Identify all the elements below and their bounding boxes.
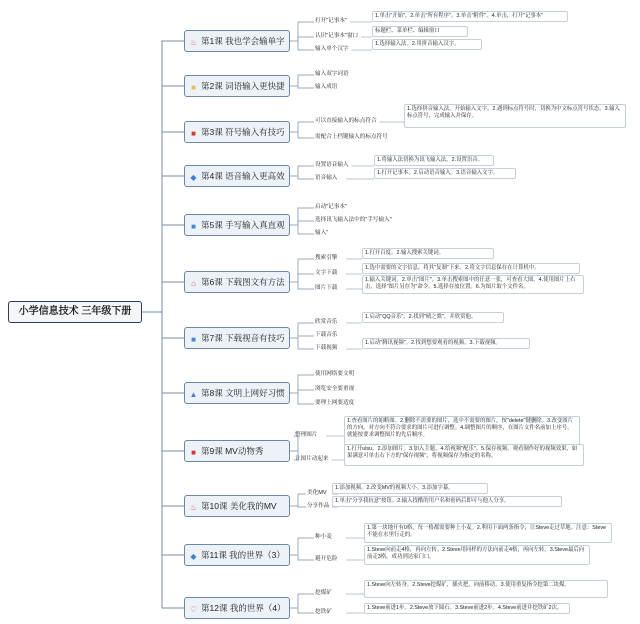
- detail-node: 1.选中需要的文字信息，将其"复制"下来。2.将文字信息保存在计算机中。: [362, 263, 580, 274]
- connector-line: [142, 312, 184, 608]
- detail-node: 1.打开记事本。2.启动语音输入。3.语音输入文字。: [374, 168, 516, 179]
- connector-line: [290, 282, 314, 289]
- lesson-node[interactable]: [184, 544, 290, 566]
- connector-line: [290, 41, 314, 50]
- lesson-icon: ◆: [190, 173, 197, 182]
- connector-line: [290, 323, 314, 338]
- detail-node: 1.启动"腾讯视频"。2.找到想要观看的视频。3.下载视频。: [362, 338, 530, 349]
- lesson-node[interactable]: [184, 440, 290, 462]
- detail-node: 1.Steve前进1步。2.Steve放下圆石。3.Steve前进2步。4.Steve前进并挖铁矿2次。: [364, 603, 570, 614]
- detail-node: 1.第一块地开有0格，每一格都需要种上小麦。2.利用下面两条指令，让Steve走过草地。注意：Steve不能在水里行走的。: [364, 523, 612, 543]
- root-node[interactable]: 小学信息技术 三年级下册: [8, 301, 142, 323]
- lesson-node[interactable]: [184, 214, 290, 236]
- connector-line: [290, 259, 314, 282]
- topic-node[interactable]: 下载视频: [315, 345, 338, 351]
- detail-node: 1.启动"QQ音乐"。2.找到"晴之歌"，并欣赏他。: [362, 312, 504, 323]
- topic-node[interactable]: 种小麦: [315, 534, 332, 540]
- detail-node: 1.打开百度。2.输入搜索关键词。: [362, 248, 494, 259]
- lesson-title: 第6课 下载图文有方法: [201, 277, 285, 287]
- topic-node[interactable]: 文字下载: [315, 270, 338, 276]
- connector-line: [142, 312, 184, 506]
- topic-node[interactable]: 使用网络要文明: [315, 371, 355, 377]
- lesson-title: 第9课 MV动物秀: [201, 446, 264, 456]
- connector-line: [142, 132, 184, 312]
- lesson-icon: ■: [191, 129, 196, 138]
- connector-line: [290, 338, 314, 349]
- lesson-icon: ■: [191, 335, 196, 344]
- topic-node[interactable]: 美化MV: [307, 490, 327, 496]
- lesson-title: 第4课 语音输入更高效: [201, 171, 285, 181]
- connector-line: [142, 312, 184, 338]
- detail-node: 标题栏、菜单栏、编辑窗口: [372, 26, 468, 37]
- connector-line: [290, 494, 306, 506]
- connector-line: [290, 132, 314, 138]
- detail-node: 1.打开ulsu。2.添加图片。3.加入主题。4.给视频"配乐"。5.保存视频。观看制作好的视频效果，如果满意可单击右下方的"保存视频"，将视频保存为指定的名称。: [344, 444, 584, 466]
- connector-line: [142, 176, 184, 312]
- detail-node: 1.添加视频。2.改变MV的视频大小。3.添加字幕。: [332, 483, 488, 494]
- connector-line: [290, 538, 314, 555]
- topic-node[interactable]: 搜索引擎: [315, 255, 338, 261]
- topic-node[interactable]: 认识"记事本"窗口: [315, 33, 359, 39]
- lesson-node[interactable]: [184, 597, 290, 619]
- lesson-icon: ■: [191, 83, 196, 92]
- detail-node: 1.Steve向前走4格，再向左转。2.Steve用同样的方法向前走4格，再向左转。3.Steve最后向前走3格，成功到达家门口。: [364, 545, 590, 565]
- topic-node[interactable]: 挖煤矿: [315, 590, 332, 596]
- connector-line: [142, 312, 184, 451]
- topic-node[interactable]: 启动"记事本": [315, 204, 347, 210]
- connector-line: [290, 37, 314, 41]
- lesson-icon: ⌂: [191, 279, 196, 288]
- topic-node[interactable]: 需配合上档键输入的标点符号: [315, 134, 388, 140]
- topic-node[interactable]: 整理图片: [295, 432, 318, 438]
- connector-line: [290, 336, 314, 338]
- connector-line: [290, 390, 314, 393]
- detail-node: 1.单击"开始"。2.单击"所有程序"。3.单击"附件"。4.单击，打开"记事本": [372, 11, 568, 22]
- lesson-node[interactable]: [184, 30, 290, 52]
- topic-node[interactable]: 浏览安全要重视: [315, 386, 355, 392]
- connector-line: [290, 274, 314, 282]
- lesson-node[interactable]: [184, 271, 290, 293]
- lesson-icon: ■: [191, 448, 196, 457]
- lesson-icon: ♨: [189, 503, 198, 512]
- topic-node[interactable]: 设置语音输入: [315, 162, 349, 168]
- topic-node[interactable]: 下载音乐: [315, 332, 338, 338]
- connector-line: [290, 122, 314, 132]
- connector-line: [290, 608, 314, 613]
- lesson-title: 第8课 文明上网好习惯: [201, 388, 285, 398]
- connector-line: [290, 75, 314, 86]
- connector-line: [142, 282, 184, 312]
- connector-line: [142, 86, 184, 312]
- lesson-title: 第12课 我的世界（4）: [201, 603, 286, 613]
- topic-node[interactable]: 挖铁矿: [315, 609, 332, 615]
- lesson-node[interactable]: [184, 165, 290, 187]
- connector-line: [290, 176, 314, 179]
- lesson-title: 第5课 手写输入真直观: [201, 220, 285, 230]
- lesson-node[interactable]: [184, 75, 290, 97]
- detail-node: 1.将输入法切换为讯飞输入法。2.设置语音。: [374, 155, 494, 166]
- connector-line: [290, 375, 314, 393]
- topic-node[interactable]: 选择讯飞输入法中的"手写输入": [315, 217, 392, 223]
- lesson-title: 第3课 符号输入有技巧: [201, 127, 285, 137]
- topic-node[interactable]: 输入单个汉字: [315, 46, 349, 52]
- topic-node[interactable]: 分享作品: [307, 503, 330, 509]
- topic-node[interactable]: 输入成语: [315, 84, 338, 90]
- lesson-icon: ▲: [189, 390, 198, 399]
- detail-node: 1.选择输入法。2.用拼音输入汉字。: [372, 39, 482, 50]
- lesson-title: 第2课 词语输入更快捷: [201, 81, 285, 91]
- lesson-node[interactable]: [184, 327, 290, 349]
- connector-line: [290, 225, 314, 234]
- lesson-icon: ■: [191, 222, 196, 231]
- connector-line: [290, 86, 314, 88]
- topic-node[interactable]: 要理上网要适度: [315, 400, 355, 406]
- lesson-title: 第11课 我的世界（3）: [201, 550, 285, 560]
- lesson-icon: ♨: [189, 38, 198, 47]
- topic-node[interactable]: 让图片动起来: [295, 456, 329, 462]
- connector-line: [290, 594, 314, 608]
- topic-node[interactable]: 语音输入: [315, 175, 338, 181]
- connector-line: [142, 312, 184, 555]
- lesson-title: 第10课 美化我的MV: [201, 501, 277, 511]
- lesson-icon: ◆: [190, 552, 197, 561]
- detail-node: 1.选择拼音输入法，开始输入文字。2.遇到标点符号时，切换为中文标点符号状态。3.输入标点符号，完成输入并保存。: [404, 104, 626, 128]
- topic-node[interactable]: 输入": [315, 230, 329, 236]
- connector-line: [290, 393, 314, 404]
- lesson-title: 第1课 我也学会输单字: [201, 36, 285, 46]
- detail-node: 1.Steve向左转身。2.Steve挖煤矿，插火把，向前移动。3.使用重复指令挖第二块煤。: [364, 580, 608, 598]
- detail-node: 1.查看图片的缩略图。2.删除不需要的图片，选中不需要的图片，按"delete"键删除。3.改变图片的方向，对方向不符合要求的图片可进行调整。4.调整图片的顺序，在图片文件名前加上序号，就能按要求调整图片的先后顺序。: [344, 416, 580, 446]
- lesson-node[interactable]: [184, 495, 290, 517]
- connector-line: [290, 555, 314, 560]
- lesson-title: 第7课 下载视音有技巧: [201, 333, 285, 343]
- detail-node: 1.单击"分享我抗意"按钮。2.输入找酷的用户名和密码后即可与他人分享。: [332, 496, 562, 507]
- connector-line: [142, 41, 184, 312]
- connector-line: [290, 166, 314, 176]
- connector-line: [290, 506, 306, 507]
- topic-node[interactable]: 避开危险: [315, 556, 338, 562]
- lesson-icon: ♡: [189, 605, 198, 614]
- detail-node: 1.输入关键词。2.单击"图片"。3.单击搜索图中的任意一张，可查看大图。4.使用图片上右击，选择"图片另存为"命令。5.选择存放位置。6.为图片取个文件名。: [362, 275, 584, 294]
- lesson-node[interactable]: [184, 382, 290, 404]
- topic-node[interactable]: 打开"记事本": [315, 18, 347, 24]
- connector-line: [142, 225, 184, 312]
- topic-node[interactable]: 图片下载: [315, 285, 338, 291]
- topic-node[interactable]: 欣赏音乐: [315, 319, 338, 325]
- topic-node[interactable]: 可以直接输入的标点符合: [315, 118, 377, 124]
- topic-node[interactable]: 输入双字词语: [315, 71, 349, 77]
- connector-line: [142, 312, 184, 393]
- connector-line: [290, 208, 314, 225]
- connector-line: [290, 22, 314, 41]
- connector-line: [290, 221, 314, 225]
- lesson-node[interactable]: [184, 121, 290, 143]
